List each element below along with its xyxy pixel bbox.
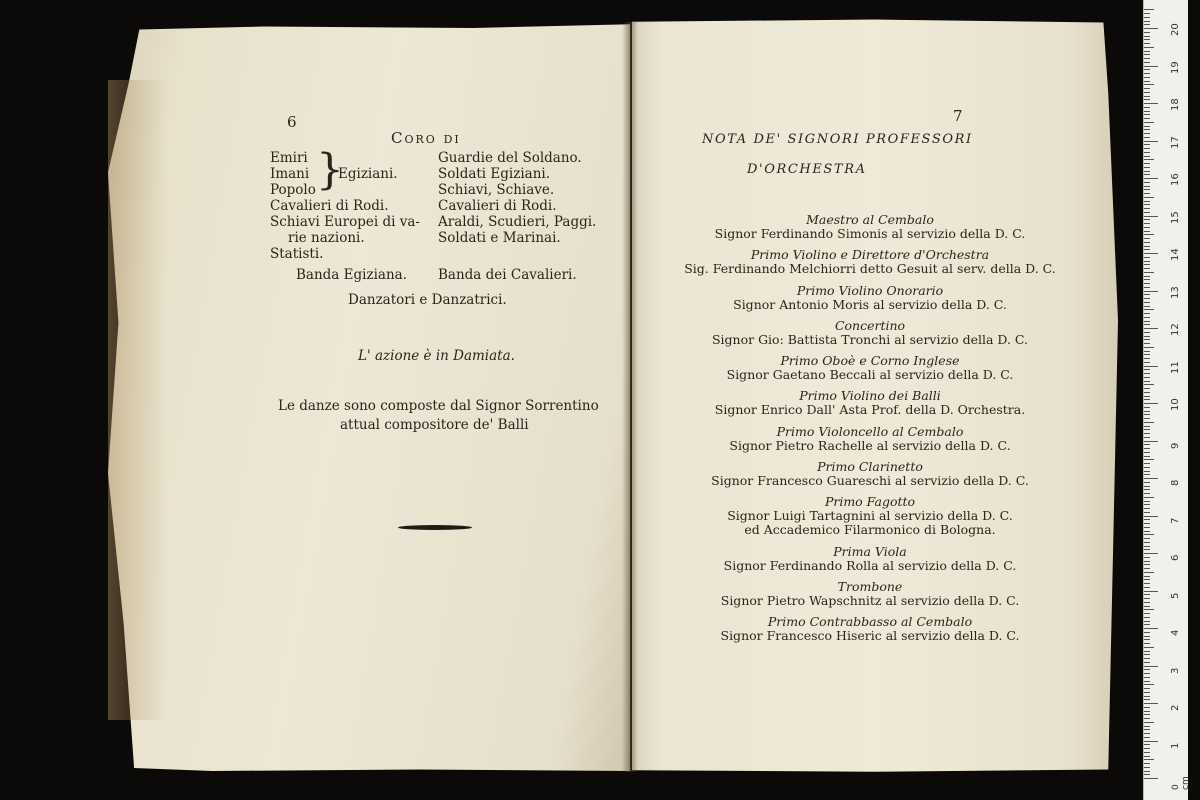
ruler-tick [1144,474,1150,475]
ruler-tick [1144,489,1150,490]
chorus-right-item: Araldi, Scudieri, Paggi. [438,214,597,230]
ruler-tick [1144,347,1154,348]
ruler-tick [1144,523,1150,524]
entry-name: ed Accademico Filarmonico di Bologna. [744,522,996,537]
ruler-tick [1144,482,1150,483]
ruler-tick [1144,21,1150,22]
ruler-tick [1144,411,1150,412]
ruler-tick [1144,501,1150,502]
ruler-tick [1144,576,1150,577]
ruler-tick [1144,227,1150,228]
ruler-tick [1144,107,1150,108]
ruler-tick [1144,722,1154,723]
ruler-tick [1144,362,1150,363]
ruler-tick [1144,399,1150,400]
ruler-tick [1144,422,1154,423]
ruler-tick [1144,137,1150,138]
orchestra-title-line-2: D'ORCHESTRA [747,162,867,177]
ruler-tick [1144,553,1158,554]
ruler-tick [1144,658,1150,659]
ruler-number: 17 [1170,135,1181,149]
ruler-tick [1144,714,1150,715]
ruler-tick [1144,542,1150,543]
ruler-tick [1144,69,1150,70]
ruler-tick [1144,654,1150,655]
ruler-tick [1144,77,1150,78]
chorus-right-item: Schiavi, Schiave. [438,182,555,198]
ruler-tick [1144,587,1150,588]
ruler-tick [1144,613,1150,614]
ruler-tick [1144,407,1150,408]
ruler-tick [1144,96,1150,97]
ruler-tick [1144,332,1150,333]
ruler-tick [1144,767,1150,768]
chorus-right-item: Soldati e Marinai. [438,230,561,246]
ruler-tick [1144,118,1150,119]
ruler-tick [1144,632,1150,633]
ruler-tick [1144,433,1150,434]
ruler-tick [1144,43,1150,44]
ruler-tick [1144,688,1150,689]
chorus-right-item: Guardie del Soldano. [438,150,582,166]
ruler-tick [1144,148,1150,149]
ruler-tick [1144,309,1154,310]
ruler-tick [1144,463,1150,464]
ruler-tick [1144,291,1158,292]
ruler-tick [1144,234,1154,235]
right-page-number: 7 [953,107,963,125]
chorus-heading: Coro di [391,129,461,147]
entry-role: Primo Violino e Direttore d'Orchestra [750,247,990,262]
ruler-tick [1144,279,1150,280]
ruler-tick [1144,13,1150,14]
ruler-tick [1144,9,1154,10]
ruler-tick [1144,223,1150,224]
ruler-tick [1144,84,1154,85]
ruler-tick [1144,437,1150,438]
measurement-ruler [1143,0,1191,800]
ruler-tick [1144,366,1158,367]
ruler-tick [1144,133,1150,134]
ruler-number: 12 [1170,323,1181,336]
band-right: Banda dei Cavalieri. [438,267,577,283]
ruler-tick [1144,384,1154,385]
ruler-tick [1144,163,1150,164]
ruler-tick [1144,339,1150,340]
ruler-tick [1144,324,1150,325]
ruler-tick [1144,58,1150,59]
ruler-tick [1144,527,1150,528]
ruler-tick [1144,549,1150,550]
book-gutter [622,22,638,772]
ruler-tick [1144,639,1150,640]
ruler-tick [1144,546,1150,547]
ruler-tick [1144,302,1150,303]
ruler-tick [1144,418,1150,419]
ruler-tick [1144,429,1150,430]
ruler-tick [1144,276,1150,277]
ruler-number: 7 [1170,517,1181,524]
ruler-tick [1144,426,1150,427]
ruler-tick [1144,583,1150,584]
ruler-tick [1144,759,1154,760]
orchestra-title-line-1: NOTA DE' SIGNORI PROFESSORI [702,132,973,147]
ruler-tick [1144,294,1150,295]
ruler-tick [1144,673,1150,674]
dances-line-2: attual compositore de' Balli [340,417,529,433]
ruler-number: 9 [1170,442,1181,449]
entry-role: Trombone [837,579,903,594]
ruler-tick [1144,103,1158,104]
ruler-tick [1144,448,1150,449]
ruler-tick [1144,171,1150,172]
ruler-tick [1144,756,1150,757]
dancers-line: Danzatori e Danzatrici. [348,292,507,308]
ruler-tick [1144,636,1150,637]
ruler-number: 5 [1170,592,1181,599]
ruler-tick [1144,219,1150,220]
ruler-tick [1144,114,1150,115]
ruler-tick [1144,519,1150,520]
ruler-tick [1144,321,1150,322]
ruler-tick [1144,512,1150,513]
ruler-tick [1144,744,1150,745]
entry-role: Maestro al Cembalo [806,212,934,227]
ruler-tick [1144,699,1150,700]
ruler-number: 8 [1170,479,1181,486]
ruler-tick [1144,66,1158,67]
ruler-number: 4 [1170,629,1181,636]
ruler-tick [1144,212,1150,213]
ruler-tick [1144,534,1154,535]
chorus-left-item: Emiri [270,150,308,166]
entry-role: Primo Contrabbasso al Cembalo [767,614,973,629]
ruler-number: 13 [1170,285,1181,299]
ruler-tick [1144,373,1150,374]
ruler-tick [1144,178,1158,179]
ruler-tick [1144,504,1150,505]
ruler-number: 19 [1170,60,1181,74]
ruler-tick [1144,677,1150,678]
ruler-tick [1144,703,1158,704]
ruler-tick [1144,36,1150,37]
ruler-tick [1144,156,1150,157]
ruler-tick [1144,189,1150,190]
ruler-tick [1144,51,1150,52]
ruler-tick [1144,261,1150,262]
chorus-left-item: Popolo [270,182,316,198]
ruler-tick [1144,92,1150,93]
paper-stain [108,80,168,720]
ruler-tick [1144,253,1158,254]
entry-name: Signor Ferdinando Simonis al servizio della D. C. [714,226,1026,241]
ruler-number: 6 [1170,554,1181,561]
ruler-tick [1144,508,1150,509]
ruler-tick [1144,358,1150,359]
chorus-left-item: rie nazioni. [288,230,365,246]
ruler-tick [1144,381,1150,382]
ruler-tick [1144,452,1150,453]
ruler-tick [1144,201,1150,202]
entry-name: Signor Francesco Hiseric al servizio della D. C. [720,628,1020,643]
ruler-tick [1144,561,1150,562]
ruler-tick [1144,351,1150,352]
ruler-tick [1144,186,1150,187]
ruler-tick [1144,152,1150,153]
ruler-tick [1144,651,1150,652]
entry-name: Signor Gaetano Beccali al servizio della D. C. [726,367,1014,382]
ruler-tick [1144,692,1150,693]
ruler-tick [1144,174,1150,175]
ruler-tick [1144,684,1154,685]
chorus-brace-label: Egiziani. [338,166,398,182]
ruler-tick [1144,238,1150,239]
ruler-tick [1144,621,1150,622]
ruler-tick [1144,643,1150,644]
ruler-tick [1144,111,1150,112]
ruler-tick [1144,317,1150,318]
entry-name: Signor Ferdinando Rolla al servizio della D. C. [723,558,1017,573]
ruler-tick [1144,459,1154,460]
ruler-tick [1144,617,1150,618]
ruler-tick [1144,242,1150,243]
ruler-tick [1144,88,1150,89]
ruler-tick [1144,354,1150,355]
ruler-tick [1144,17,1150,18]
entry-name: Signor Gio: Battista Tronchi al servizio della D. C. [711,332,1029,347]
ruler-number: 15 [1170,210,1181,224]
ruler-number: 11 [1170,360,1181,374]
ruler-tick [1144,167,1150,168]
ruler-tick [1144,246,1150,247]
ruler-tick [1144,24,1150,25]
ruler-tick [1144,81,1150,82]
ruler-tick [1144,264,1150,265]
ruler-tick [1144,594,1150,595]
entry-name: Signor Antonio Moris al servizio della D. C. [733,297,1007,312]
ruler-number: 2 [1170,704,1181,711]
ruler-tick [1144,287,1150,288]
ruler-tick [1144,62,1150,63]
ruler-tick [1144,216,1158,217]
ruler-tick [1144,486,1150,487]
ruler-tick [1144,737,1150,738]
ruler-number: 3 [1170,667,1181,674]
chorus-right-item: Soldati Egiziani. [438,166,551,182]
entry-name: Signor Enrico Dall' Asta Prof. della D. Orchestra. [714,402,1026,417]
ruler-number: 1 [1170,742,1181,749]
ruler-tick [1144,336,1150,337]
ruler-tick [1144,707,1150,708]
ruler-tick [1144,696,1150,697]
ruler-tick [1144,478,1158,479]
ruler-tick [1144,564,1150,565]
ruler-tick [1144,598,1150,599]
chorus-left-item: Schiavi Europei di va- [270,214,420,230]
ruler-tick [1144,606,1150,607]
ruler-tick [1144,733,1150,734]
ruler-tick [1144,28,1158,29]
ruler-tick [1144,193,1150,194]
ruler-tick [1144,268,1150,269]
ruler-unit-label: 0 cm [1171,776,1191,790]
entry-role: Primo Clarinetto [817,459,923,474]
ruler-tick [1144,54,1150,55]
ruler-tick [1144,591,1158,592]
entry-role: Primo Violoncello al Cembalo [776,424,964,439]
ruler-tick [1144,538,1150,539]
dances-line-1: Le danze sono composte dal Signor Sorrentino [278,398,599,414]
ruler-tick [1144,647,1154,648]
ruler-tick [1144,182,1150,183]
ruler-tick [1144,628,1158,629]
ruler-tick [1144,388,1150,389]
ruler-tick [1144,666,1158,667]
ruler-tick [1144,456,1150,457]
ruler-tick [1144,204,1150,205]
entry-role: Primo Violino dei Balli [799,388,941,403]
ruler-tick [1144,729,1150,730]
ruler-tick [1144,662,1150,663]
entry-role: Prima Viola [833,544,907,559]
chorus-left-item: Statisti. [270,246,324,262]
entry-role: Primo Violino Onorario [796,283,944,298]
ruler-tick [1144,197,1154,198]
ruler-tick [1144,73,1150,74]
ruler-tick [1144,471,1150,472]
ruler-tick [1144,718,1150,719]
ruler-tick [1144,369,1150,370]
ruler-tick [1144,47,1154,48]
chorus-left-item: Cavalieri di Rodi. [270,198,389,214]
band-left: Banda Egiziana. [296,267,407,283]
ruler-tick [1144,283,1150,284]
ruler-tick [1144,377,1150,378]
ruler-tick [1144,763,1150,764]
ornamental-rule [398,525,472,530]
ruler-tick [1144,313,1150,314]
ruler-tick [1144,774,1150,775]
ruler-number: 10 [1170,398,1181,411]
ruler-tick [1144,752,1150,753]
entry-role: Primo Oboè e Corno Inglese [780,353,960,368]
entry-name: Signor Pietro Wapschnitz al servizio della D. C. [720,593,1020,608]
ruler-tick [1144,568,1150,569]
entry-name: Signor Pietro Rachelle al servizio della D. C. [729,438,1011,453]
ruler-tick [1144,396,1150,397]
ruler-tick [1144,572,1154,573]
entry-role: Concertino [834,318,906,333]
ruler-number: 20 [1170,23,1181,36]
ruler-tick [1144,122,1154,123]
ruler-tick [1144,493,1150,494]
ruler-tick [1144,414,1150,415]
ruler-number: 18 [1170,98,1181,111]
ruler-tick [1144,579,1150,580]
ruler-tick [1144,624,1150,625]
ruler-tick [1144,343,1150,344]
ruler-tick [1144,531,1150,532]
ruler-tick [1144,726,1150,727]
ruler-number: 16 [1170,173,1181,186]
entry-name: Signor Luigi Tartagnini al servizio della D. C. [727,508,1013,523]
ruler-tick [1144,298,1150,299]
ruler-tick [1144,249,1150,250]
ruler-tick [1144,99,1150,100]
chorus-left-item: Imani [270,166,310,182]
ruler-tick [1144,557,1150,558]
ruler-number: 14 [1170,248,1181,261]
ruler-tick [1144,741,1158,742]
ruler-tick [1144,126,1150,127]
ruler-tick [1144,144,1150,145]
ruler-tick [1144,467,1150,468]
ruler-tick [1144,609,1154,610]
ruler-tick [1144,771,1150,772]
ruler-tick [1144,328,1158,329]
ruler-tick [1144,748,1150,749]
setting-line: L' azione è in Damiata. [358,348,515,364]
ruler-tick [1144,516,1158,517]
ruler-tick [1144,602,1150,603]
chorus-right-item: Cavalieri di Rodi. [438,198,557,214]
ruler-tick [1144,257,1150,258]
ruler-tick [1144,497,1154,498]
ruler-tick [1144,669,1150,670]
ruler-tick [1144,208,1150,209]
entry-role: Primo Fagotto [824,494,916,509]
ruler-tick [1144,392,1150,393]
ruler-tick [1144,306,1150,307]
ruler-tick [1144,32,1150,33]
ruler-tick [1144,441,1158,442]
ruler-tick [1144,272,1154,273]
left-page-number: 6 [287,113,297,131]
ruler-tick [1144,141,1158,142]
ruler-tick [1144,129,1150,130]
ruler-tick [1144,444,1150,445]
entry-name: Signor Francesco Guareschi al servizio della D. C. [711,473,1029,488]
ruler-tick [1144,231,1150,232]
ruler-tick [1144,39,1150,40]
brace-glyph: } [316,145,344,194]
ruler-tick [1144,403,1158,404]
ruler-tick [1144,159,1154,160]
ruler-tick [1144,711,1150,712]
ruler-tick [1144,778,1158,779]
entry-name: Sig. Ferdinando Melchiorri detto Gesuit al serv. della D. C. [684,261,1056,276]
ruler-tick [1144,681,1150,682]
